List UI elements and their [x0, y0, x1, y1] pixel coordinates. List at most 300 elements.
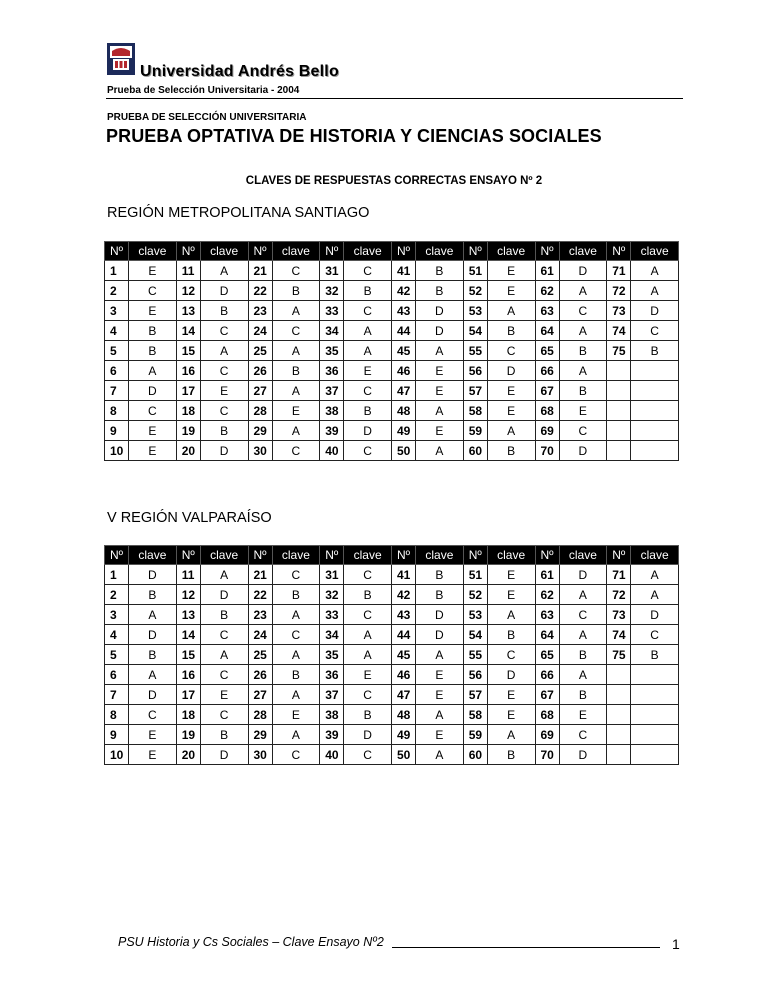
answer-key: B — [200, 605, 248, 625]
question-number: 54 — [463, 625, 487, 645]
column-header-num: Nº — [535, 242, 559, 261]
question-number: 3 — [105, 605, 129, 625]
question-number: 40 — [320, 745, 344, 765]
answer-key: A — [200, 341, 248, 361]
university-subtitle: Prueba de Selección Universitaria - 2004 — [107, 85, 300, 96]
document-kicker: PRUEBA DE SELECCIÓN UNIVERSITARIA — [107, 112, 307, 123]
table-row — [105, 441, 679, 461]
question-number: 7 — [105, 381, 129, 401]
question-number: 23 — [248, 301, 272, 321]
answer-key: A — [416, 401, 464, 421]
page-title: PRUEBA OPTATIVA DE HISTORIA Y CIENCIAS SOCIALES — [106, 126, 602, 146]
question-number: 74 — [607, 625, 631, 645]
region-title-santiago: REGIÓN METROPOLITANA SANTIAGO — [107, 205, 370, 221]
column-header-num: Nº — [176, 242, 200, 261]
answer-key: C — [344, 605, 392, 625]
question-number — [607, 361, 631, 381]
answer-key-table-valparaiso — [104, 545, 679, 765]
question-number: 56 — [463, 665, 487, 685]
question-number: 6 — [105, 665, 129, 685]
answer-key: E — [487, 381, 535, 401]
question-number: 44 — [392, 625, 416, 645]
answer-key: B — [272, 361, 320, 381]
column-header-num: Nº — [176, 546, 200, 565]
answer-key: E — [416, 421, 464, 441]
question-number: 11 — [176, 261, 200, 281]
answer-key: E — [129, 441, 177, 461]
answer-key: D — [200, 585, 248, 605]
region-title-valparaiso: V REGIÓN VALPARAÍSO — [107, 510, 272, 526]
answer-key: E — [416, 361, 464, 381]
answer-key: D — [487, 361, 535, 381]
question-number: 58 — [463, 705, 487, 725]
question-number: 43 — [392, 301, 416, 321]
answer-key: D — [129, 625, 177, 645]
answer-key: E — [487, 401, 535, 421]
answer-key: B — [416, 261, 464, 281]
table-row — [105, 645, 679, 665]
answer-key: A — [272, 605, 320, 625]
answer-key: E — [559, 705, 607, 725]
answer-key: B — [487, 745, 535, 765]
answer-key: A — [344, 625, 392, 645]
answer-key: A — [559, 321, 607, 341]
answer-key: D — [200, 441, 248, 461]
question-number: 38 — [320, 705, 344, 725]
answer-key: E — [487, 705, 535, 725]
answer-key — [631, 381, 679, 401]
question-number: 53 — [463, 301, 487, 321]
question-number: 46 — [392, 665, 416, 685]
question-number: 7 — [105, 685, 129, 705]
question-number: 12 — [176, 585, 200, 605]
answer-key: D — [631, 605, 679, 625]
column-header-num: Nº — [392, 242, 416, 261]
question-number: 49 — [392, 725, 416, 745]
question-number: 70 — [535, 441, 559, 461]
column-header-key: clave — [200, 242, 248, 261]
answer-key: B — [487, 321, 535, 341]
answer-key: E — [129, 745, 177, 765]
question-number: 25 — [248, 645, 272, 665]
answer-key: E — [416, 665, 464, 685]
footer-text: PSU Historia y Cs Sociales – Clave Ensayo Nº2 — [118, 935, 384, 949]
answer-key: B — [416, 565, 464, 585]
question-number — [607, 745, 631, 765]
question-number — [607, 421, 631, 441]
question-number: 22 — [248, 281, 272, 301]
column-header-key: clave — [559, 546, 607, 565]
answer-key: C — [200, 361, 248, 381]
question-number: 57 — [463, 381, 487, 401]
answer-key: E — [487, 261, 535, 281]
answer-key: A — [200, 645, 248, 665]
answer-key: B — [129, 585, 177, 605]
answer-key: C — [272, 625, 320, 645]
answer-key: B — [559, 341, 607, 361]
answer-key — [631, 745, 679, 765]
question-number — [607, 401, 631, 421]
question-number: 38 — [320, 401, 344, 421]
question-number: 36 — [320, 361, 344, 381]
question-number: 48 — [392, 401, 416, 421]
answer-key: D — [344, 725, 392, 745]
question-number: 71 — [607, 261, 631, 281]
question-number: 34 — [320, 625, 344, 645]
question-number: 27 — [248, 381, 272, 401]
answer-key: B — [272, 665, 320, 685]
question-number: 41 — [392, 565, 416, 585]
column-header-key: clave — [129, 242, 177, 261]
question-number: 18 — [176, 705, 200, 725]
answer-key: A — [487, 725, 535, 745]
question-number: 44 — [392, 321, 416, 341]
question-number: 55 — [463, 645, 487, 665]
question-number: 57 — [463, 685, 487, 705]
question-number: 4 — [105, 625, 129, 645]
question-number: 20 — [176, 745, 200, 765]
answer-key: D — [200, 281, 248, 301]
footer-rule — [392, 947, 660, 948]
question-number: 31 — [320, 261, 344, 281]
column-header-num: Nº — [463, 242, 487, 261]
answer-key — [631, 665, 679, 685]
answer-key: D — [416, 605, 464, 625]
answer-key: C — [559, 421, 607, 441]
column-header-key: clave — [344, 546, 392, 565]
column-header-num: Nº — [607, 546, 631, 565]
question-number: 43 — [392, 605, 416, 625]
university-name: Universidad Andrés Bello — [140, 63, 339, 80]
answer-key: D — [487, 665, 535, 685]
table-row — [105, 565, 679, 585]
answer-key: E — [487, 585, 535, 605]
answer-key: A — [631, 261, 679, 281]
answer-key: C — [200, 705, 248, 725]
question-number: 21 — [248, 261, 272, 281]
answer-key: D — [129, 381, 177, 401]
answer-key: D — [559, 261, 607, 281]
answer-key: B — [272, 585, 320, 605]
question-number: 30 — [248, 745, 272, 765]
question-number: 37 — [320, 685, 344, 705]
question-number: 10 — [105, 441, 129, 461]
question-number: 26 — [248, 665, 272, 685]
question-number: 1 — [105, 565, 129, 585]
question-number: 35 — [320, 645, 344, 665]
question-number: 3 — [105, 301, 129, 321]
column-header-num: Nº — [320, 546, 344, 565]
question-number: 34 — [320, 321, 344, 341]
question-number: 52 — [463, 281, 487, 301]
answer-key — [631, 401, 679, 421]
question-number: 60 — [463, 441, 487, 461]
answer-key: E — [272, 401, 320, 421]
question-number: 15 — [176, 341, 200, 361]
question-number: 73 — [607, 605, 631, 625]
answer-key: A — [559, 585, 607, 605]
answer-key: E — [344, 361, 392, 381]
question-number: 46 — [392, 361, 416, 381]
page-number: 1 — [672, 936, 680, 952]
question-number: 39 — [320, 421, 344, 441]
column-header-key: clave — [416, 242, 464, 261]
question-number: 68 — [535, 705, 559, 725]
question-number: 58 — [463, 401, 487, 421]
question-number: 16 — [176, 665, 200, 685]
answer-key: A — [344, 341, 392, 361]
answer-key: C — [272, 745, 320, 765]
question-number: 51 — [463, 261, 487, 281]
answer-key: A — [416, 341, 464, 361]
answer-key: E — [487, 565, 535, 585]
question-number: 32 — [320, 281, 344, 301]
answer-key: A — [487, 605, 535, 625]
answer-key: A — [344, 645, 392, 665]
answer-key: B — [129, 341, 177, 361]
question-number: 55 — [463, 341, 487, 361]
column-header-key: clave — [272, 242, 320, 261]
answer-key: D — [559, 565, 607, 585]
question-number: 28 — [248, 401, 272, 421]
answer-key: D — [416, 301, 464, 321]
table-row — [105, 301, 679, 321]
question-number: 50 — [392, 745, 416, 765]
answer-key: A — [559, 281, 607, 301]
question-number: 2 — [105, 585, 129, 605]
answer-key: A — [559, 665, 607, 685]
answer-key: E — [129, 261, 177, 281]
question-number: 29 — [248, 725, 272, 745]
table-header-row — [105, 546, 679, 565]
question-number: 71 — [607, 565, 631, 585]
answer-key: C — [272, 261, 320, 281]
answer-key: E — [416, 685, 464, 705]
answer-key: C — [344, 441, 392, 461]
answer-key: C — [200, 665, 248, 685]
answer-key — [631, 441, 679, 461]
answer-key: E — [416, 381, 464, 401]
answer-key: B — [631, 341, 679, 361]
answer-key: B — [559, 381, 607, 401]
question-number: 28 — [248, 705, 272, 725]
answer-key: C — [344, 301, 392, 321]
question-number: 67 — [535, 381, 559, 401]
answer-key: E — [129, 725, 177, 745]
question-number: 16 — [176, 361, 200, 381]
answer-key: B — [559, 685, 607, 705]
answer-key: D — [200, 745, 248, 765]
question-number: 74 — [607, 321, 631, 341]
answer-key: A — [129, 361, 177, 381]
answer-key: C — [129, 705, 177, 725]
question-number — [607, 665, 631, 685]
answer-key: D — [416, 625, 464, 645]
answer-key: D — [559, 745, 607, 765]
answer-key: B — [344, 401, 392, 421]
question-number: 50 — [392, 441, 416, 461]
question-number: 49 — [392, 421, 416, 441]
answer-key: B — [344, 585, 392, 605]
question-number: 19 — [176, 421, 200, 441]
table-row — [105, 705, 679, 725]
question-number: 69 — [535, 421, 559, 441]
question-number: 67 — [535, 685, 559, 705]
answer-key: B — [272, 281, 320, 301]
answer-key: A — [272, 301, 320, 321]
column-header-key: clave — [631, 242, 679, 261]
answer-key: B — [487, 441, 535, 461]
table-row — [105, 725, 679, 745]
column-header-key: clave — [129, 546, 177, 565]
question-number: 5 — [105, 341, 129, 361]
question-number: 59 — [463, 421, 487, 441]
answer-key: C — [200, 401, 248, 421]
answer-key: A — [272, 421, 320, 441]
answer-key: C — [559, 725, 607, 745]
question-number: 17 — [176, 381, 200, 401]
answer-key: D — [416, 321, 464, 341]
question-number: 4 — [105, 321, 129, 341]
column-header-key: clave — [200, 546, 248, 565]
column-header-num: Nº — [535, 546, 559, 565]
answer-key: C — [487, 341, 535, 361]
question-number: 70 — [535, 745, 559, 765]
answer-key: A — [487, 301, 535, 321]
table-row — [105, 685, 679, 705]
answer-key: A — [272, 341, 320, 361]
answer-key: A — [129, 665, 177, 685]
answer-key: A — [631, 565, 679, 585]
answer-key: E — [200, 685, 248, 705]
question-number: 14 — [176, 625, 200, 645]
question-number: 61 — [535, 565, 559, 585]
table-row — [105, 401, 679, 421]
table-row — [105, 605, 679, 625]
answer-key: B — [200, 421, 248, 441]
question-number: 53 — [463, 605, 487, 625]
answer-key: A — [416, 745, 464, 765]
question-number: 8 — [105, 705, 129, 725]
answer-key: E — [129, 301, 177, 321]
question-number: 21 — [248, 565, 272, 585]
answer-key — [631, 361, 679, 381]
answer-key: A — [631, 281, 679, 301]
question-number: 48 — [392, 705, 416, 725]
answer-key: C — [344, 261, 392, 281]
question-number: 15 — [176, 645, 200, 665]
answer-key: B — [487, 625, 535, 645]
answer-key: A — [631, 585, 679, 605]
table-row — [105, 625, 679, 645]
answer-key: D — [129, 565, 177, 585]
answer-key: C — [631, 321, 679, 341]
question-number: 24 — [248, 625, 272, 645]
column-header-num: Nº — [392, 546, 416, 565]
answer-key: C — [129, 281, 177, 301]
question-number: 66 — [535, 665, 559, 685]
answer-key: E — [487, 281, 535, 301]
table-row — [105, 261, 679, 281]
question-number: 47 — [392, 685, 416, 705]
question-number: 45 — [392, 341, 416, 361]
question-number: 42 — [392, 585, 416, 605]
table-row — [105, 381, 679, 401]
answer-key — [631, 421, 679, 441]
question-number: 64 — [535, 321, 559, 341]
question-number: 73 — [607, 301, 631, 321]
question-number: 75 — [607, 341, 631, 361]
column-header-key: clave — [631, 546, 679, 565]
answer-key: E — [129, 421, 177, 441]
answer-key: B — [344, 705, 392, 725]
column-header-num: Nº — [607, 242, 631, 261]
answer-key: A — [272, 725, 320, 745]
answer-key — [631, 685, 679, 705]
answer-key: A — [416, 705, 464, 725]
question-number: 65 — [535, 645, 559, 665]
answer-key: B — [559, 645, 607, 665]
answer-key: E — [559, 401, 607, 421]
question-number: 72 — [607, 281, 631, 301]
document-subtitle: CLAVES DE RESPUESTAS CORRECTAS ENSAYO Nº 2 — [245, 175, 543, 187]
answer-key: C — [272, 321, 320, 341]
answer-key: A — [129, 605, 177, 625]
answer-key: E — [200, 381, 248, 401]
table-row — [105, 321, 679, 341]
question-number — [607, 725, 631, 745]
question-number: 26 — [248, 361, 272, 381]
question-number: 64 — [535, 625, 559, 645]
table-row — [105, 585, 679, 605]
question-number: 69 — [535, 725, 559, 745]
answer-key: C — [344, 685, 392, 705]
answer-key: D — [129, 685, 177, 705]
question-number: 25 — [248, 341, 272, 361]
column-header-key: clave — [272, 546, 320, 565]
question-number — [607, 685, 631, 705]
answer-key: C — [344, 745, 392, 765]
answer-key: E — [344, 665, 392, 685]
question-number: 9 — [105, 421, 129, 441]
table-row — [105, 361, 679, 381]
question-number: 47 — [392, 381, 416, 401]
university-logo-icon — [106, 42, 136, 76]
question-number: 8 — [105, 401, 129, 421]
question-number: 60 — [463, 745, 487, 765]
answer-key: A — [272, 685, 320, 705]
answer-key: C — [487, 645, 535, 665]
answer-key — [631, 725, 679, 745]
column-header-key: clave — [559, 242, 607, 261]
answer-key: C — [272, 565, 320, 585]
answer-key: C — [344, 381, 392, 401]
question-number: 27 — [248, 685, 272, 705]
question-number: 32 — [320, 585, 344, 605]
answer-key: C — [344, 565, 392, 585]
question-number: 37 — [320, 381, 344, 401]
column-header-num: Nº — [105, 546, 129, 565]
answer-key: B — [344, 281, 392, 301]
answer-key: A — [272, 381, 320, 401]
answer-key: A — [200, 261, 248, 281]
question-number: 14 — [176, 321, 200, 341]
answer-key: B — [129, 321, 177, 341]
question-number: 10 — [105, 745, 129, 765]
question-number: 59 — [463, 725, 487, 745]
question-number: 24 — [248, 321, 272, 341]
question-number: 54 — [463, 321, 487, 341]
